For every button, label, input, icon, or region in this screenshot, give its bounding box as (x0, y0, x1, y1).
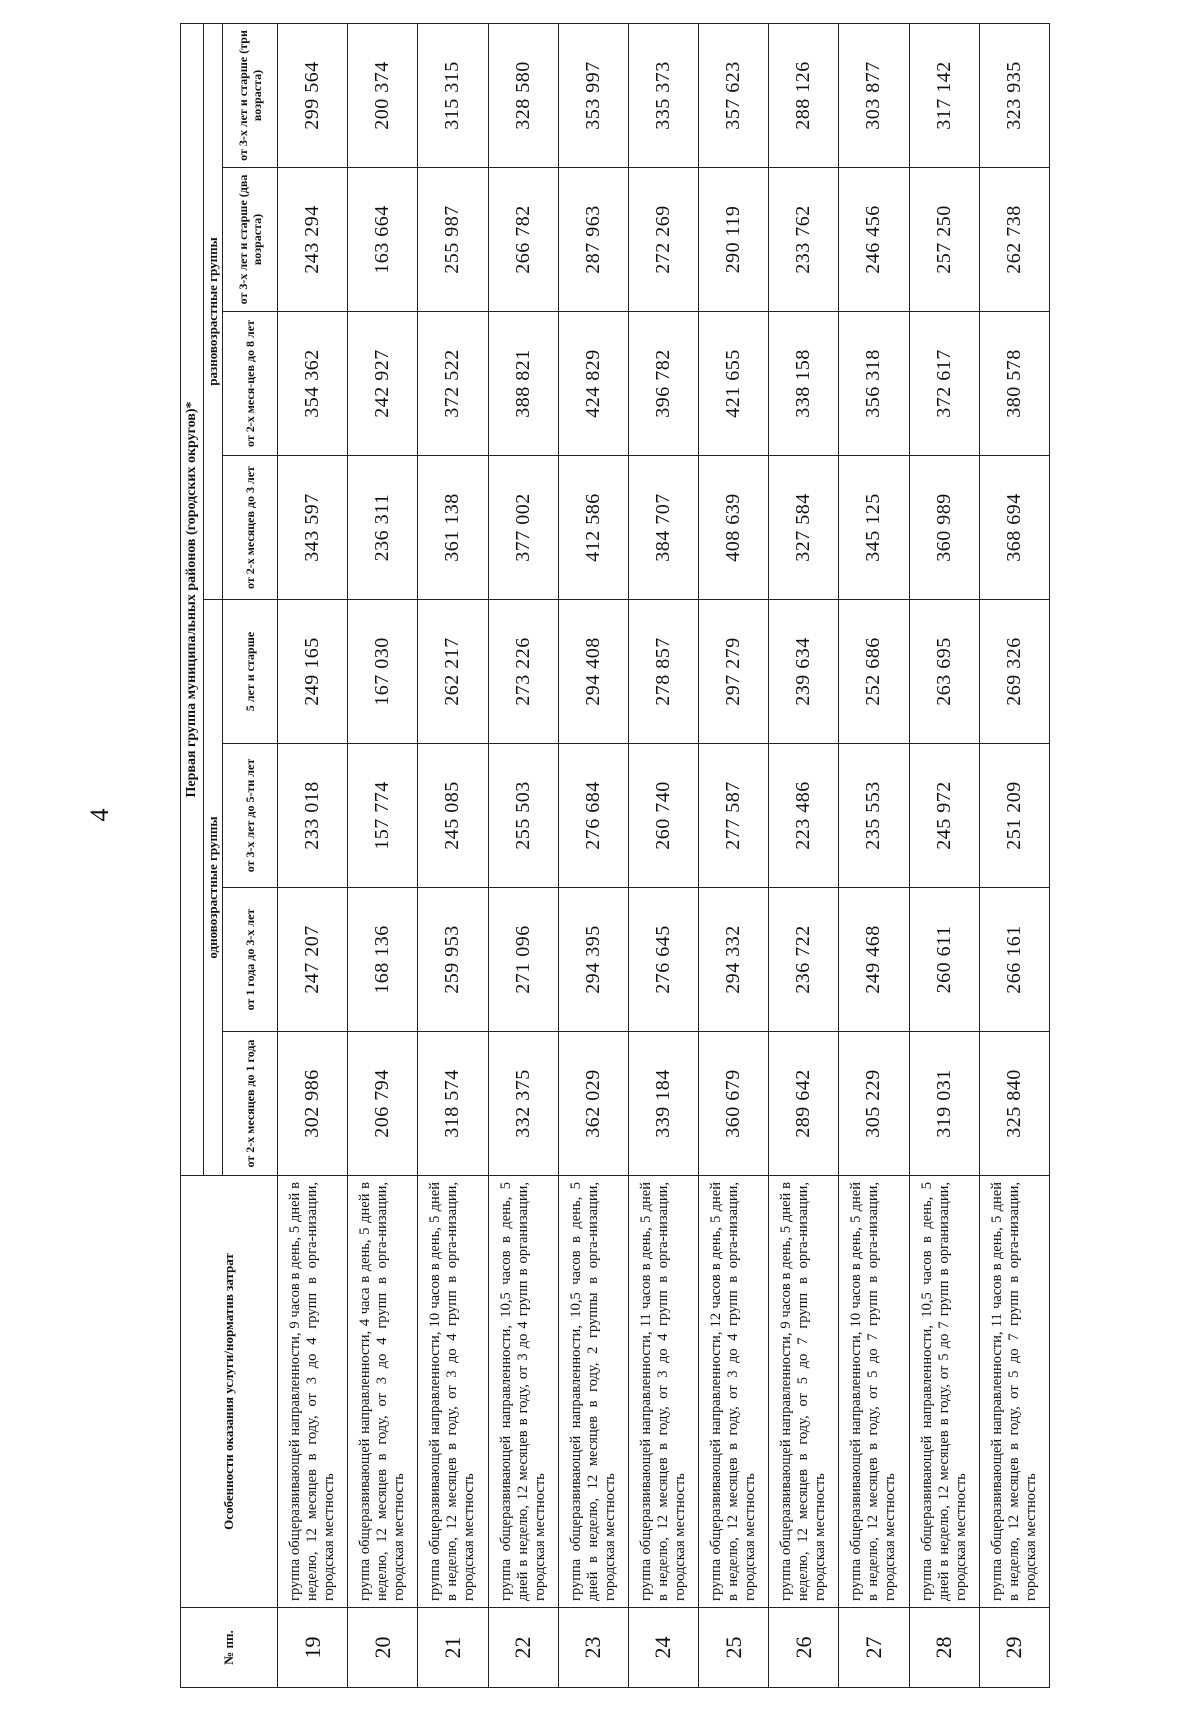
cost-value: 233 018 (278, 744, 348, 888)
row-number: 22 (488, 1608, 558, 1688)
cost-value: 356 318 (839, 312, 909, 456)
cost-value: 239 634 (769, 600, 839, 744)
cost-value: 424 829 (558, 312, 628, 456)
cost-value: 362 029 (558, 1032, 628, 1176)
cost-value: 242 927 (348, 312, 418, 456)
cost-value: 278 857 (628, 600, 698, 744)
cost-value: 396 782 (628, 312, 698, 456)
table-row (628, 23, 698, 1687)
cost-value: 384 707 (628, 456, 698, 600)
cost-value: 294 395 (558, 888, 628, 1032)
cost-value: 257 250 (909, 168, 979, 312)
cost-value: 255 987 (418, 168, 488, 312)
cost-value: 317 142 (909, 23, 979, 167)
cost-value: 262 738 (979, 168, 1049, 312)
cost-value: 262 217 (418, 600, 488, 744)
cost-value: 372 617 (909, 312, 979, 456)
row-number: 21 (418, 1608, 488, 1688)
cost-value: 276 645 (628, 888, 698, 1032)
cost-value: 408 639 (699, 456, 769, 600)
row-description: группа общеразвивающей направленности, 10,5 часов в день, 5 дней в неделю, 12 месяцев в году, от 3 до 4 групп в организации, городская местность (488, 1176, 558, 1608)
row-description: группа общеразвивающей направленности, 9 часов в день, 5 дней в неделю, 12 месяцев в году, от 5 до 7 групп в орга-низации, городская местность (769, 1176, 839, 1608)
cost-value: 332 375 (488, 1032, 558, 1176)
column-header: от 2-х месяцев до 1 года (223, 1032, 278, 1176)
cost-value: 255 503 (488, 744, 558, 888)
page-number: 4 (85, 808, 114, 822)
table-row (839, 23, 909, 1687)
table-row (418, 23, 488, 1687)
header-same-age: одновозрастные группы (204, 600, 223, 1176)
column-header: от 3-х лет и старше (три возраста) (223, 23, 278, 167)
cost-value: 297 279 (699, 600, 769, 744)
cost-value: 246 456 (839, 168, 909, 312)
cost-value: 294 332 (699, 888, 769, 1032)
row-number: 19 (278, 1608, 348, 1688)
cost-value: 361 138 (418, 456, 488, 600)
cost-value: 269 326 (979, 600, 1049, 744)
table-row (278, 23, 348, 1687)
cost-value: 388 821 (488, 312, 558, 456)
cost-value: 249 165 (278, 600, 348, 744)
table-row (558, 23, 628, 1687)
column-header: от 1 года до 3-х лет (223, 888, 278, 1032)
cost-value: 338 158 (769, 312, 839, 456)
cost-value: 345 125 (839, 456, 909, 600)
row-description: группа общеразвивающей направленности, 12 часов в день, 5 дней в неделю, 12 месяцев в году, от 3 до 4 групп в орга-низации, городская местность (699, 1176, 769, 1608)
header-group: Первая группа муниципальных районов (городских округов)* (181, 23, 204, 1175)
row-number: 27 (839, 1608, 909, 1688)
cost-value: 288 126 (769, 23, 839, 167)
row-number: 20 (348, 1608, 418, 1688)
cost-value: 327 584 (769, 456, 839, 600)
row-description: группа общеразвивающей направленности, 11 часов в день, 5 дней в неделю, 12 месяцев в году, от 5 до 7 групп в орга-низации, городская местность (979, 1176, 1049, 1608)
header-mixed-age: разновозрастные группы (204, 23, 223, 599)
column-header: от 3-х лет и старше (два возраста) (223, 168, 278, 312)
cost-value: 360 679 (699, 1032, 769, 1176)
cost-value: 305 229 (839, 1032, 909, 1176)
cost-value: 380 578 (979, 312, 1049, 456)
table-row (769, 23, 839, 1687)
column-header: от 2-х месяцев до 3 лет (223, 456, 278, 600)
cost-value: 233 762 (769, 168, 839, 312)
cost-value: 236 722 (769, 888, 839, 1032)
cost-value: 252 686 (839, 600, 909, 744)
cost-value: 325 840 (979, 1032, 1049, 1176)
cost-value: 245 085 (418, 744, 488, 888)
cost-value: 328 580 (488, 23, 558, 167)
table-row (488, 23, 558, 1687)
cost-value: 289 642 (769, 1032, 839, 1176)
cost-value: 339 184 (628, 1032, 698, 1176)
row-description: группа общеразвивающей направленности, 10,5 часов в день, 5 дней в неделю, 12 месяцев в году, от 5 до 7 групп в организации, городская местность (909, 1176, 979, 1608)
column-header: 5 лет и старше (223, 600, 278, 744)
cost-value: 287 963 (558, 168, 628, 312)
cost-value: 315 315 (418, 23, 488, 167)
row-number: 23 (558, 1608, 628, 1688)
cost-value: 235 553 (839, 744, 909, 888)
cost-value: 245 972 (909, 744, 979, 888)
row-description: группа общеразвивающей направленности, 4 часа в день, 5 дней в неделю, 12 месяцев в году, от 3 до 4 групп в орга-низации, городская местность (348, 1176, 418, 1608)
cost-value: 354 362 (278, 312, 348, 456)
cost-value: 272 269 (628, 168, 698, 312)
cost-value: 249 468 (839, 888, 909, 1032)
row-description: группа общеразвивающей направленности, 10 часов в день, 5 дней в неделю, 12 месяцев в году, от 3 до 4 групп в орга-низации, городская местность (418, 1176, 488, 1608)
header-feature: Особенности оказания услуги/норматив затрат (181, 1176, 278, 1608)
cost-value: 236 311 (348, 456, 418, 600)
cost-value: 368 694 (979, 456, 1049, 600)
cost-value: 273 226 (488, 600, 558, 744)
table-row (348, 23, 418, 1687)
table-row (909, 23, 979, 1687)
row-number: 28 (909, 1608, 979, 1688)
row-number: 26 (769, 1608, 839, 1688)
cost-value: 302 986 (278, 1032, 348, 1176)
cost-value: 353 997 (558, 23, 628, 167)
cost-value: 299 564 (278, 23, 348, 167)
cost-value: 412 586 (558, 456, 628, 600)
cost-value: 200 374 (348, 23, 418, 167)
cost-value: 290 119 (699, 168, 769, 312)
cost-value: 247 207 (278, 888, 348, 1032)
cost-value: 163 664 (348, 168, 418, 312)
cost-value: 360 989 (909, 456, 979, 600)
cost-norms-table (180, 23, 1050, 1688)
row-number: 25 (699, 1608, 769, 1688)
cost-value: 263 695 (909, 600, 979, 744)
cost-value: 168 136 (348, 888, 418, 1032)
cost-value: 335 373 (628, 23, 698, 167)
cost-value: 377 002 (488, 456, 558, 600)
cost-value: 294 408 (558, 600, 628, 744)
row-number: 24 (628, 1608, 698, 1688)
cost-value: 167 030 (348, 600, 418, 744)
cost-value: 260 611 (909, 888, 979, 1032)
cost-value: 266 782 (488, 168, 558, 312)
row-description: группа общеразвивающей направленности, 10 часов в день, 5 дней в неделю, 12 месяцев в году, от 5 до 7 групп в орга-низации, городская местность (839, 1176, 909, 1608)
header-no: № пп. (181, 1608, 278, 1688)
cost-value: 357 623 (699, 23, 769, 167)
cost-value: 266 161 (979, 888, 1049, 1032)
cost-value: 271 096 (488, 888, 558, 1032)
cost-value: 343 597 (278, 456, 348, 600)
cost-value: 318 574 (418, 1032, 488, 1176)
cost-value: 260 740 (628, 744, 698, 888)
column-header: от 3-х лет до 5-ти лет (223, 744, 278, 888)
cost-value: 157 774 (348, 744, 418, 888)
cost-value: 259 953 (418, 888, 488, 1032)
rotated-table-wrapper (180, 24, 1050, 1688)
cost-value: 421 655 (699, 312, 769, 456)
cost-value: 277 587 (699, 744, 769, 888)
row-description: группа общеразвивающей направленности, 9 часов в день, 5 дней в неделю, 12 месяцев в году, от 3 до 4 групп в орга-низации, городская местность (278, 1176, 348, 1608)
cost-value: 251 209 (979, 744, 1049, 888)
table-row (699, 23, 769, 1687)
row-description: группа общеразвивающей направленности, 11 часов в день, 5 дней в неделю, 12 месяцев в году, от 3 до 4 групп в орга-низации, городская местность (628, 1176, 698, 1608)
cost-value: 303 877 (839, 23, 909, 167)
row-description: группа общеразвивающей направленности, 10,5 часов в день, 5 дней в неделю, 12 месяцев в году, 2 группы в орга-низации, городская местность (558, 1176, 628, 1608)
row-number: 29 (979, 1608, 1049, 1688)
cost-value: 243 294 (278, 168, 348, 312)
table-row (979, 23, 1049, 1687)
cost-value: 276 684 (558, 744, 628, 888)
cost-value: 372 522 (418, 312, 488, 456)
cost-value: 319 031 (909, 1032, 979, 1176)
cost-value: 323 935 (979, 23, 1049, 167)
column-header: от 2-х меся-цев до 8 лет (223, 312, 278, 456)
cost-value: 206 794 (348, 1032, 418, 1176)
cost-value: 223 486 (769, 744, 839, 888)
